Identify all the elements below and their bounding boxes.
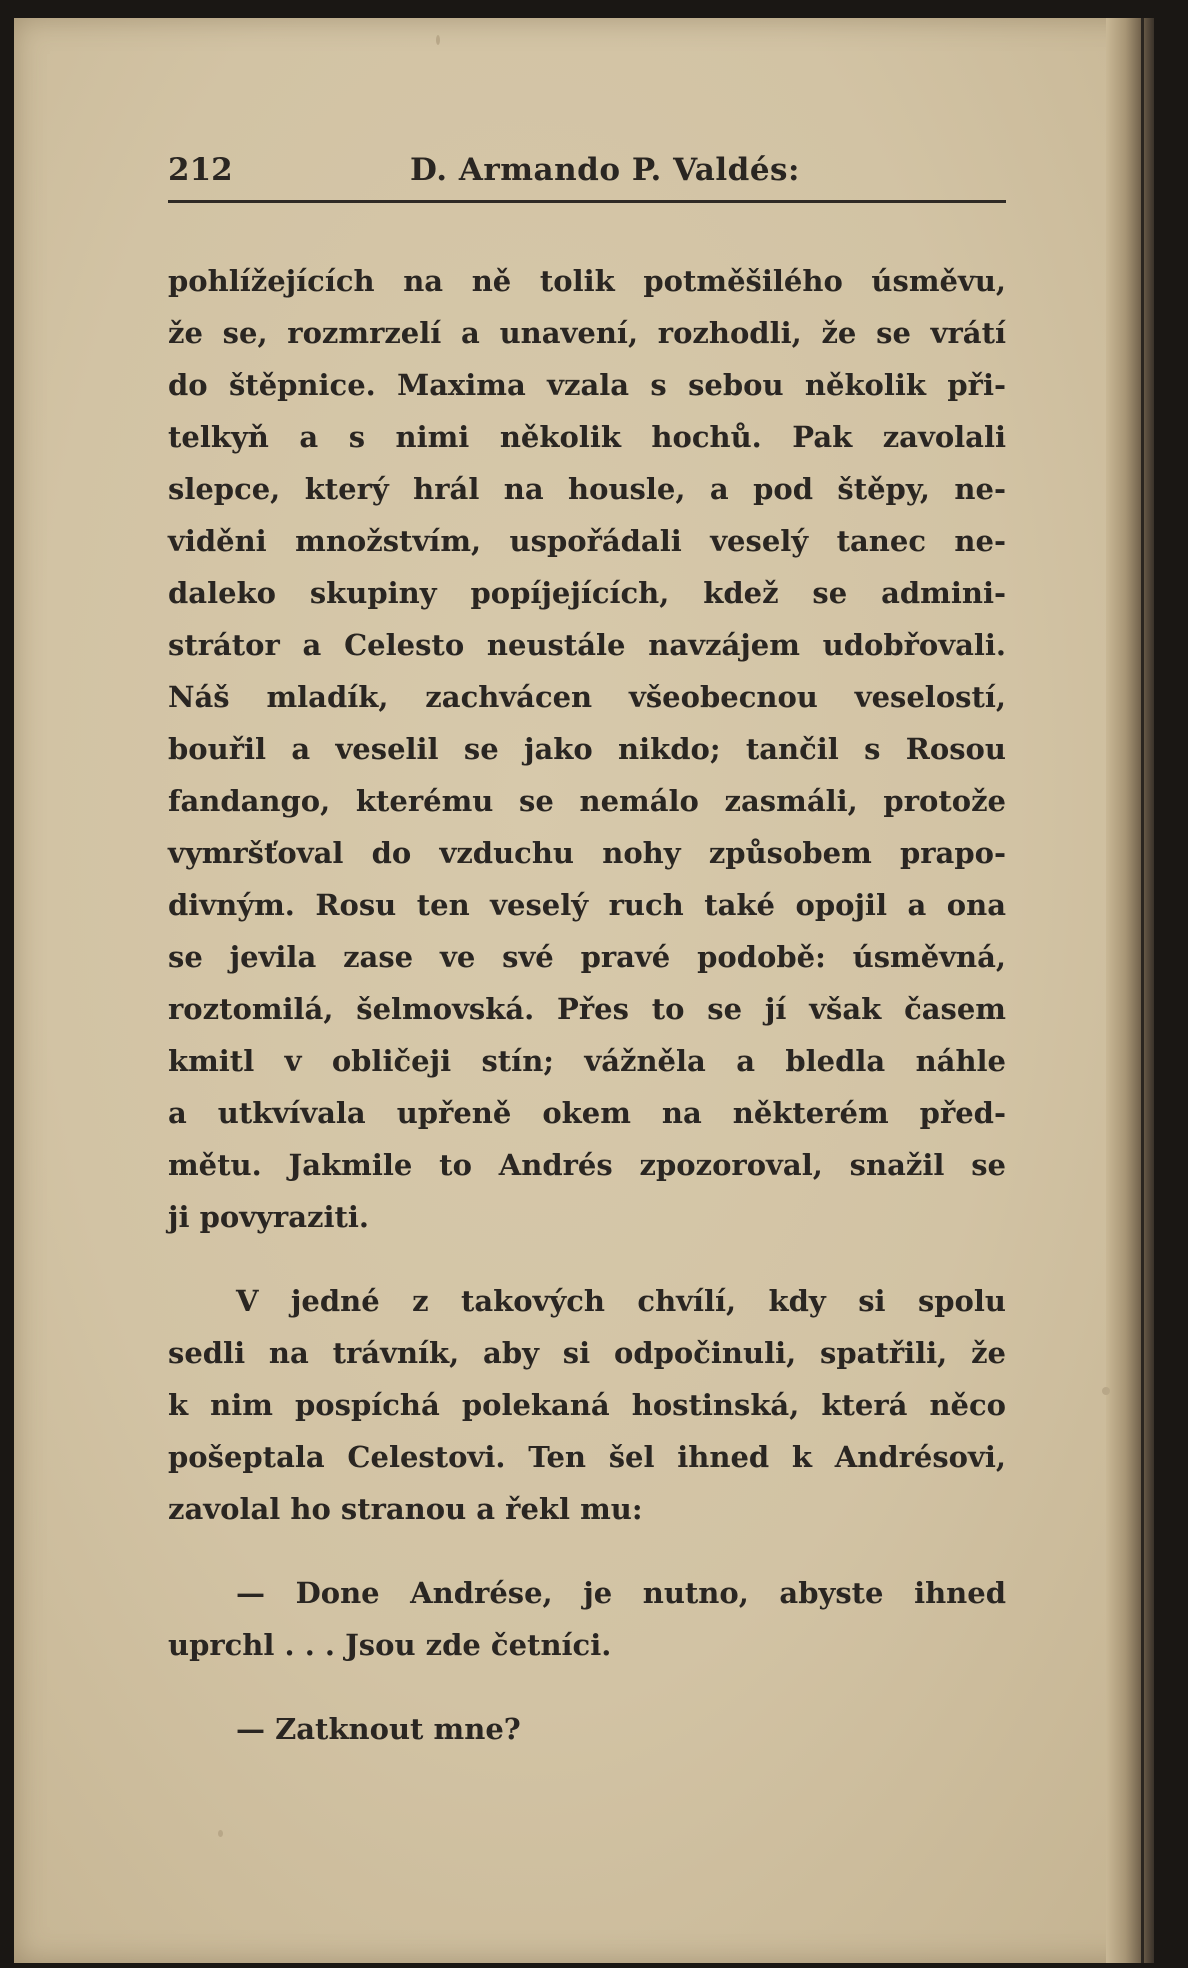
text-line: vymršťoval do vzduchu nohy způsobem prapo- [168, 836, 1006, 870]
text-line: mětu. Jakmile to Andrés zpozoroval, snažil se [168, 1148, 1006, 1182]
running-head: D. Armando P. Valdés: [410, 152, 800, 188]
text-line: V jedné z takových chvílí, kdy si spolu [236, 1284, 1006, 1318]
text-line: divným. Rosu ten veselý ruch také opojil a ona [168, 888, 1006, 922]
text-line: do štěpnice. Maxima vzala s sebou několik při- [168, 368, 1006, 402]
paragraph-spacing [168, 1671, 1006, 1703]
paragraph [168, 1703, 1006, 1755]
paragraph-spacing [168, 1243, 1006, 1275]
text-line: — Zatknout mne? [236, 1712, 521, 1746]
page-header [168, 148, 1006, 192]
paragraph [168, 1275, 1006, 1535]
paragraph [168, 255, 1006, 1243]
text-line: — Done Andrése, je nutno, abyste ihned [236, 1576, 1006, 1610]
text-line: fandango, kterému se nemálo zasmáli, protože [168, 784, 1006, 818]
text-line: pohlížejících na ně tolik potměšilého úsměvu, [168, 264, 1006, 298]
text-line: ji povyraziti. [168, 1200, 369, 1234]
page-gutter [1106, 18, 1154, 1963]
text-line: a utkvívala upřeně okem na některém před- [168, 1096, 1006, 1130]
paragraph-spacing [168, 1535, 1006, 1567]
text-line: sedli na trávník, aby si odpočinuli, spatřili, že [168, 1336, 1006, 1370]
text-line: se jevila zase ve své pravé podobě: úsměvná, [168, 940, 1006, 974]
text-line: viděni množstvím, uspořádali veselý tanec ne- [168, 524, 1006, 558]
body-text [168, 255, 1006, 1755]
text-line: Náš mladík, zachvácen všeobecnou veselostí, [168, 680, 1006, 714]
text-line: že se, rozmrzelí a unavení, rozhodli, že se vrátí [168, 316, 1006, 350]
text-line: strátor a Celesto neustále navzájem udobřovali. [168, 628, 1006, 662]
text-line: kmitl v obličeji stín; vážněla a bledla náhle [168, 1044, 1006, 1078]
text-line: roztomilá, šelmovská. Přes to se jí však časem [168, 992, 1006, 1026]
text-line: slepce, který hrál na housle, a pod štěpy, ne- [168, 472, 1006, 506]
text-line: k nim pospíchá polekaná hostinská, která něco [168, 1388, 1006, 1422]
binding-edge [1141, 18, 1144, 1963]
text-line: pošeptala Celestovi. Ten šel ihned k Andrésovi, [168, 1440, 1006, 1474]
paper-speck [1102, 1387, 1110, 1395]
text-line: telkyň a s nimi několik hochů. Pak zavolali [168, 420, 1006, 454]
paper-speck [218, 1830, 223, 1837]
paper-speck [436, 35, 440, 45]
text-line: daleko skupiny popíjejících, kdež se admini- [168, 576, 1006, 610]
text-line: zavolal ho stranou a řekl mu: [168, 1492, 643, 1526]
text-line: bouřil a veselil se jako nikdo; tančil s Rosou [168, 732, 1006, 766]
page-number: 212 [168, 152, 233, 188]
text-line: uprchl . . . Jsou zde četníci. [168, 1628, 612, 1662]
paragraph [168, 1567, 1006, 1671]
header-rule [168, 200, 1006, 203]
